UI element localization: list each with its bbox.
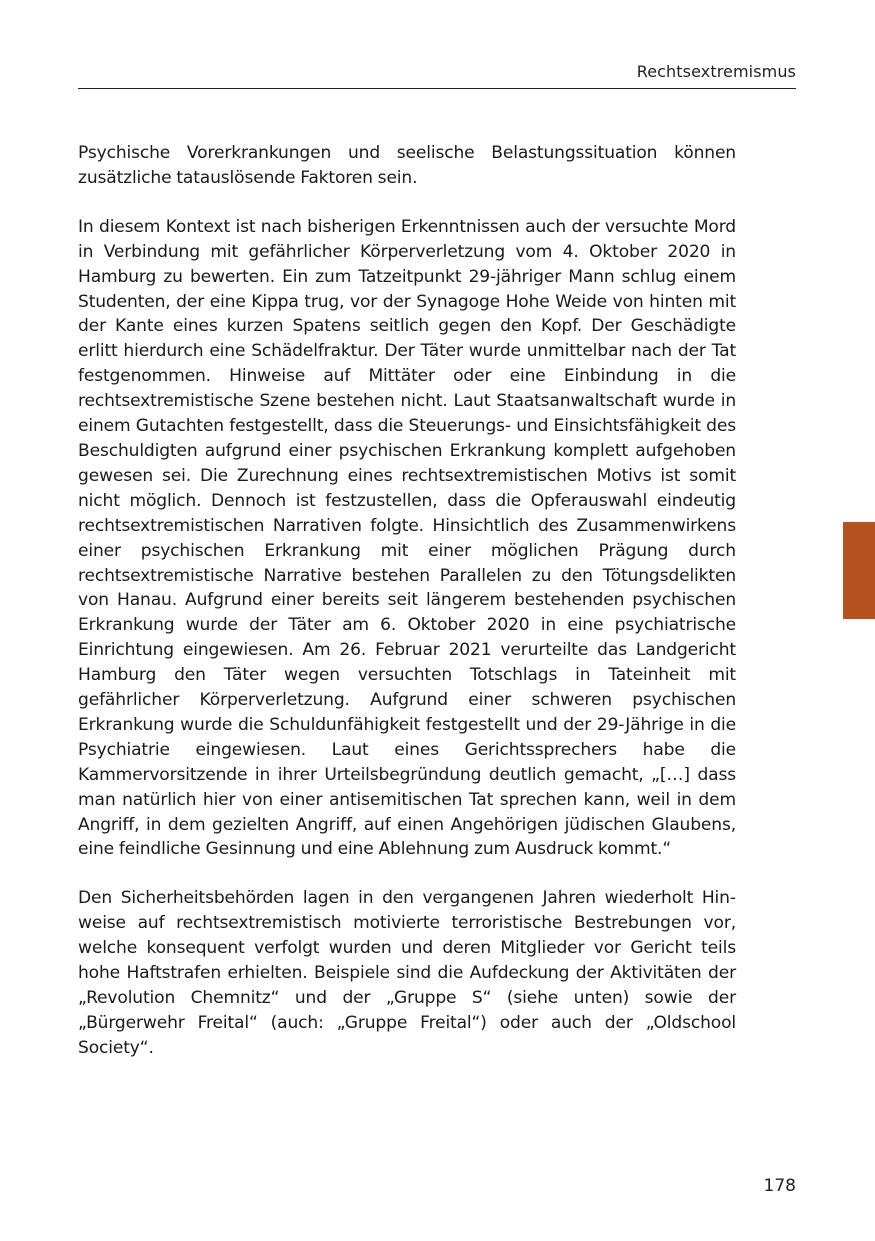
chapter-tab-marker xyxy=(843,522,875,619)
running-header xyxy=(78,60,796,89)
paragraph-2: In diesem Kontext ist nach bisherigen Erkenntnissen auch der versuchte Mord in Verbindung mit gefährlicher Körperverletzung vom 4. Oktober 2020 in Hamburg zu bewerten. Ein zum Tatzeitpunkt 29-jähriger Mann schlug einem Studenten, der eine Kippa trug, vor der Synagoge Hohe Weide von hinten mit der Kante eines kurzen Spatens seitlich gegen den Kopf. Der Geschädigte erlitt hierdurch eine Schädelfraktur. Der Täter wurde unmittelbar nach der Tat festgenommen. Hinweise auf Mittäter oder eine Einbindung in die rechtsextremistische Szene bestehen nicht. Laut Staatsanwaltschaft wurde in einem Gutachten festgestellt, dass die Steuerungs- und Einsichtsfähigkeit des Beschuldigten aufgrund einer psychischen Erkrankung komplett aufgehoben gewesen sei. Die Zurechnung eines rechtsextremistischen Motivs ist somit nicht möglich. Dennoch ist festzustellen, dass die Opferauswahl eindeutig rechtsextremistischen Narrativen folgte. Hinsichtlich des Zusammenwirkens einer psychischen Erkrankung mit einer möglichen Prägung durch rechtsextremistische Narrative bestehen Parallelen zu den Tötungsdelikten von Hanau. Aufgrund einer bereits seit längerem bestehenden psychischen Erkrankung wurde der Täter am 6. Oktober 2020 in eine psychiatrische Einrichtung eingewiesen. Am 26. Februar 2021 verurteilte das Landgericht Hamburg den Täter wegen versuchten Totschlags in Tateinheit mit gefährlicher Körperverletzung. Aufgrund einer schweren psychischen Erkrankung wurde die Schuldunfähigkeit festgestellt und der 29-Jährige in die Psychiatrie eingewiesen. Laut eines Gerichtssprechers habe die Kammervorsitzende in ihrer Urteilsbegründung deutlich gemacht, „[…] dass man natürlich hier von einer antisemitischen Tat sprechen kann, weil in dem Angriff, in dem gezielten Angriff, auf einen Angehörigen jüdischen Glaubens, eine feindliche Gesinnung und eine Ablehnung zum Ausdruck kommt.“ xyxy=(78,216,736,860)
page-number: 178 xyxy=(763,1176,796,1196)
paragraph-1: Psychische Vorerkrankungen und seelische Belastungssituation können zusätzliche tatauslösende Faktoren sein. xyxy=(78,143,736,188)
paragraph-3: Den Sicherheitsbehörden lagen in den vergangenen Jahren wiederholt Hinweise auf rechtsextremistisch motivierte terroristische Bestrebungen vor, welche konsequent verfolgt wurden und deren Mitglieder vor Gericht teils hohe Haftstrafen erhielten. Beispiele sind die Aufdeckung der Aktivitäten der „Revolution Chemnitz“ und der „Gruppe S“ (siehe unten) sowie der „Bürgerwehr Freital“ (auch: „Gruppe Freital“) oder auch der „Oldschool Society“. xyxy=(78,888,736,1058)
body-text xyxy=(78,141,736,1085)
header-title: Rechtsextremismus xyxy=(636,62,796,81)
